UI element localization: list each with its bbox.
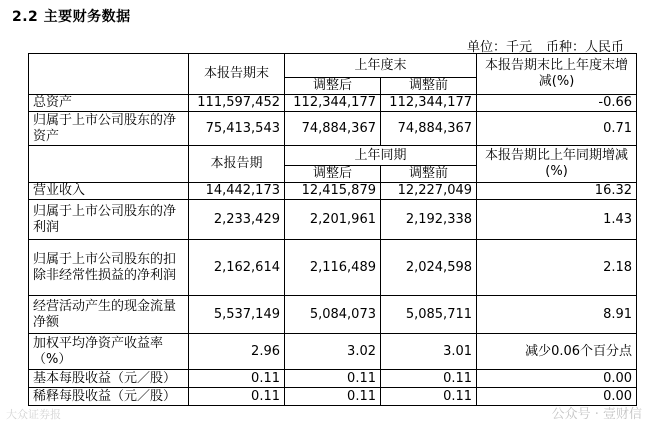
value-adjusted-before: 5,085,711 (381, 296, 477, 334)
section-title: 2.2 主要财务数据 (12, 9, 131, 25)
value-adjusted-before: 0.11 (381, 388, 477, 406)
value-current: 0.11 (189, 370, 285, 388)
table-row (29, 183, 637, 200)
header-current-period: 本报告期 (189, 146, 285, 183)
value-adjusted-after: 0.11 (285, 388, 381, 406)
value-change: 0.00 (477, 388, 637, 406)
value-current: 5,537,149 (189, 296, 285, 334)
header-current-period-end: 本报告期末 (189, 54, 285, 95)
value-adjusted-before: 3.01 (381, 334, 477, 370)
row-label: 稀释每股收益（元／股） (29, 388, 189, 406)
header-empty-cell (29, 54, 189, 95)
value-adjusted-before: 2,024,598 (381, 240, 477, 296)
financial-data-table (28, 53, 637, 406)
value-current: 75,413,543 (189, 112, 285, 146)
value-adjusted-after: 5,084,073 (285, 296, 381, 334)
value-adjusted-after: 3.02 (285, 334, 381, 370)
row-label: 归属于上市公司股东的净利润 (29, 200, 189, 240)
value-adjusted-before: 2,192,338 (381, 200, 477, 240)
row-label: 经营活动产生的现金流量净额 (29, 296, 189, 334)
header-adjusted-after: 调整后 (285, 78, 381, 95)
header-empty-cell (29, 146, 189, 183)
value-adjusted-after: 0.11 (285, 370, 381, 388)
header-last-year-same: 上年同期 (285, 146, 477, 166)
table-row (29, 334, 637, 370)
value-current: 0.11 (189, 388, 285, 406)
table-row (29, 95, 637, 112)
row-label: 归属于上市公司股东的扣除非经常性损益的净利润 (29, 240, 189, 296)
value-current: 111,597,452 (189, 95, 285, 112)
value-change: 2.18 (477, 240, 637, 296)
value-change: -0.66 (477, 95, 637, 112)
value-change: 16.32 (477, 183, 637, 200)
currency-label: 币种：人民币 (545, 40, 624, 55)
value-adjusted-after: 74,884,367 (285, 112, 381, 146)
header-row (29, 54, 637, 78)
table-row (29, 240, 637, 296)
watermark-right: 公众号 · 壹财信 (551, 407, 642, 422)
value-change: 减少0.06个百分点 (477, 334, 637, 370)
row-label: 总资产 (29, 95, 189, 112)
header-adjusted-before: 调整前 (381, 78, 477, 95)
value-adjusted-before: 0.11 (381, 370, 477, 388)
value-change: 0.71 (477, 112, 637, 146)
value-current: 2,233,429 (189, 200, 285, 240)
header-last-year-end: 上年度末 (285, 54, 477, 78)
header-change-vs-year-end: 本报告期末比上年度末增减(%) (477, 54, 637, 95)
value-change: 1.43 (477, 200, 637, 240)
header-row-2 (29, 146, 637, 166)
header-adjusted-before: 调整前 (381, 166, 477, 183)
value-adjusted-after: 112,344,177 (285, 95, 381, 112)
table-row (29, 296, 637, 334)
row-label: 基本每股收益（元／股） (29, 370, 189, 388)
value-adjusted-after: 12,415,879 (285, 183, 381, 200)
value-adjusted-before: 74,884,367 (381, 112, 477, 146)
row-label: 营业收入 (29, 183, 189, 200)
value-current: 2.96 (189, 334, 285, 370)
value-adjusted-after: 2,201,961 (285, 200, 381, 240)
watermark-left: 大众证券报 (6, 408, 61, 421)
value-adjusted-after: 2,116,489 (285, 240, 381, 296)
row-label: 归属于上市公司股东的净资产 (29, 112, 189, 146)
table-row (29, 388, 637, 406)
value-change: 0.00 (477, 370, 637, 388)
header-change-vs-last-year: 本报告期比上年同期增减(%) (477, 146, 637, 183)
row-label: 加权平均净资产收益率（%） (29, 334, 189, 370)
unit-label: 单位：千元 (466, 40, 532, 55)
value-adjusted-before: 12,227,049 (381, 183, 477, 200)
value-adjusted-before: 112,344,177 (381, 95, 477, 112)
value-current: 2,162,614 (189, 240, 285, 296)
value-current: 14,442,173 (189, 183, 285, 200)
table-row (29, 370, 637, 388)
value-change: 8.91 (477, 296, 637, 334)
header-adjusted-after: 调整后 (285, 166, 381, 183)
table-row (29, 200, 637, 240)
table-row (29, 112, 637, 146)
